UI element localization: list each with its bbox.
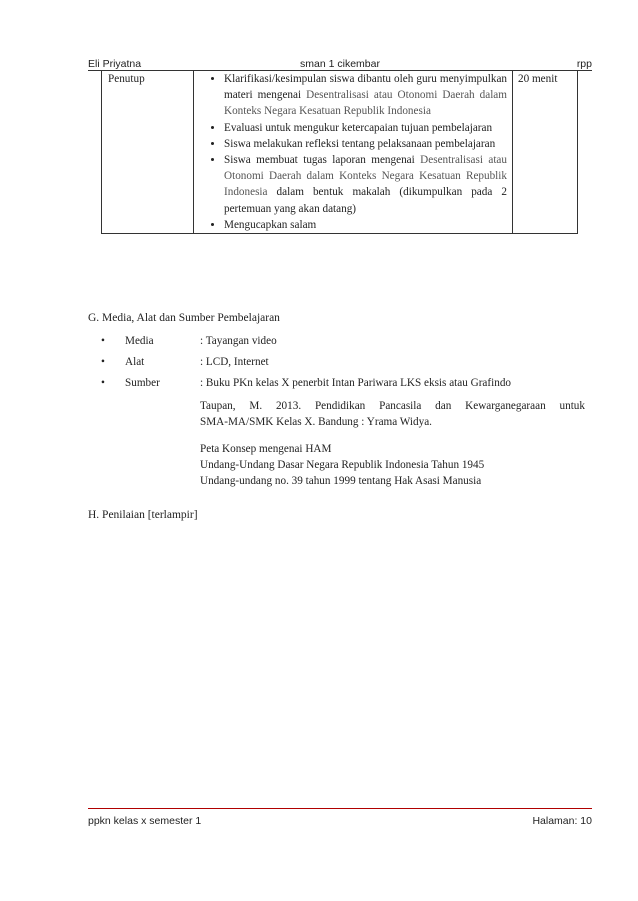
duration-cell: 20 menit xyxy=(513,71,578,234)
reference-line: Taupan, M. 2013. Pendidikan Pancasila dan Kewarganegaraan untuk xyxy=(200,400,585,412)
list-item: • Siswa melakukan refleksi tentang pelaksanaan pembelajaran xyxy=(224,136,507,152)
header-doc-type: rpp xyxy=(576,58,592,70)
reference-list xyxy=(200,441,585,489)
page-number: Halaman: 10 xyxy=(532,815,592,827)
activity-list xyxy=(199,71,507,233)
phase-cell: Penutup xyxy=(102,71,194,234)
sumber-label: Sumber xyxy=(125,377,160,389)
page-footer xyxy=(88,815,592,827)
reference-taupan xyxy=(200,398,585,430)
reference-line: Undang-Undang Dasar Negara Republik Indonesia Tahun 1945 xyxy=(200,459,485,471)
table-row xyxy=(102,71,578,234)
media-label: Media xyxy=(125,335,154,347)
section-h-title: H. Penilaian [terlampir] xyxy=(88,509,198,521)
page-header xyxy=(88,58,592,70)
list-item: • Klarifikasi/kesimpulan siswa dibantu oleh guru menyimpulkan materi mengenai Desentralisasi atau Otonomi Daerah dalam Konteks Negara Kesatuan Republik Indonesia xyxy=(224,71,507,120)
media-value: : Tayangan video xyxy=(200,335,277,347)
reference-line: SMA-MA/SMK Kelas X. Bandung : Yrama Widya. xyxy=(200,416,432,428)
reference-line: Undang-undang no. 39 tahun 1999 tentang Hak Asasi Manusia xyxy=(200,475,482,487)
closing-activity-table xyxy=(101,70,578,234)
list-item: • Siswa membuat tugas laporan mengenai Desentralisasi atau Otonomi Daerah dalam Konteks Negara Kesatuan Republik Indonesia dalam bentuk makalah (dikumpulkan pada 2 pertemuan yang akan datang) xyxy=(224,152,507,217)
section-g-title: G. Media, Alat dan Sumber Pembelajaran xyxy=(88,312,280,324)
alat-label: Alat xyxy=(125,356,145,368)
sumber-value: : Buku PKn kelas X penerbit Intan Pariwara LKS eksis atau Grafindo xyxy=(200,377,512,389)
header-school: sman 1 cikembar xyxy=(300,58,380,70)
footer-course: ppkn kelas x semester 1 xyxy=(88,815,202,827)
list-item: • Mengucapkan salam xyxy=(224,217,507,233)
bullet-icon: • xyxy=(101,335,105,347)
alat-value: : LCD, Internet xyxy=(200,356,269,368)
bullet-icon: • xyxy=(101,356,105,368)
footer-rule xyxy=(88,808,592,809)
list-item: • Evaluasi untuk mengukur ketercapaian tujuan pembelajaran xyxy=(224,120,507,136)
header-author: Eli Priyatna xyxy=(88,58,142,70)
activities-cell xyxy=(194,71,513,234)
reference-line: Peta Konsep mengenai HAM xyxy=(200,443,332,455)
bullet-icon: • xyxy=(101,377,105,389)
